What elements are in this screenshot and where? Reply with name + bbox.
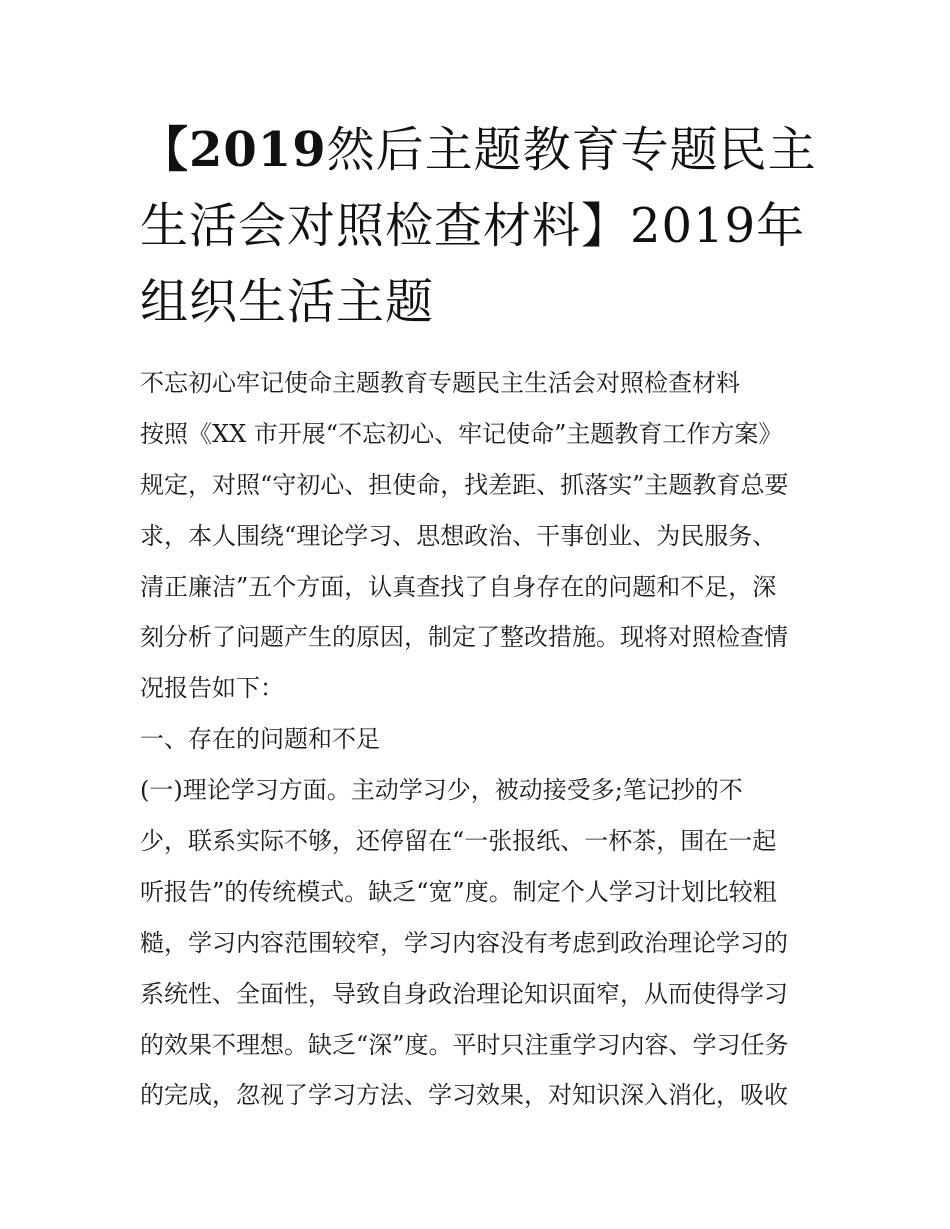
title-segment: 然后主题教育专题民主: [326, 122, 817, 178]
body-line: 刻分析了问题产生的原因，制定了整改措施。现将对照检查情: [140, 623, 788, 652]
body-line: 少，联系实际不够，还停留在“一张报纸、一杯茶，围在一起: [140, 827, 777, 856]
body-line: 的完成，忽视了学习方法、学习效果，对知识深入消化，吸收: [140, 1081, 788, 1110]
document-title: [140, 112, 820, 340]
body-line: 不忘初心牢记使命主题教育专题民主生活会对照检查材料: [140, 369, 740, 397]
title-line: [140, 112, 820, 188]
body-line: 规定，对照“守初心、担使命，找差距、抓落实”主题教育总要: [140, 470, 789, 499]
title-line: [140, 264, 820, 340]
title-bold-segment: 【2019: [140, 122, 327, 178]
body-line: 的效果不理想。缺乏“深”度。平时只注重学习内容、学习任务: [140, 1030, 789, 1059]
body-line: (一)理论学习方面。主动学习少，被动接受多;笔记抄的不: [140, 776, 743, 805]
title-segment: 生活会对照检查材料】2019: [140, 198, 757, 254]
title-segment: 组织生活主题: [140, 274, 435, 330]
section-heading: 一、存在的问题和不足: [140, 725, 380, 754]
title-segment: 年: [756, 198, 806, 254]
body-line: 求，本人围绕“理论学习、思想政治、干事创业、为民服务、: [140, 521, 777, 550]
body-line: 系统性、全面性，导致自身政治理论知识面窄，从而使得学习: [140, 979, 788, 1008]
body-line: 况报告如下：: [140, 674, 284, 703]
body-line: 清正廉洁”五个方面，认真查找了自身存在的问题和不足，深: [140, 572, 777, 601]
document-body: [140, 358, 820, 1121]
body-line: 听报告”的传统模式。缺乏“宽”度。制定个人学习计划比较粗: [140, 877, 777, 906]
body-line: 糙，学习内容范围较窄，学习内容没有考虑到政治理论学习的: [140, 928, 788, 957]
title-line: [140, 188, 820, 264]
body-line: 按照《XX 市开展“不忘初心、牢记使命”主题教育工作方案》: [140, 419, 783, 448]
